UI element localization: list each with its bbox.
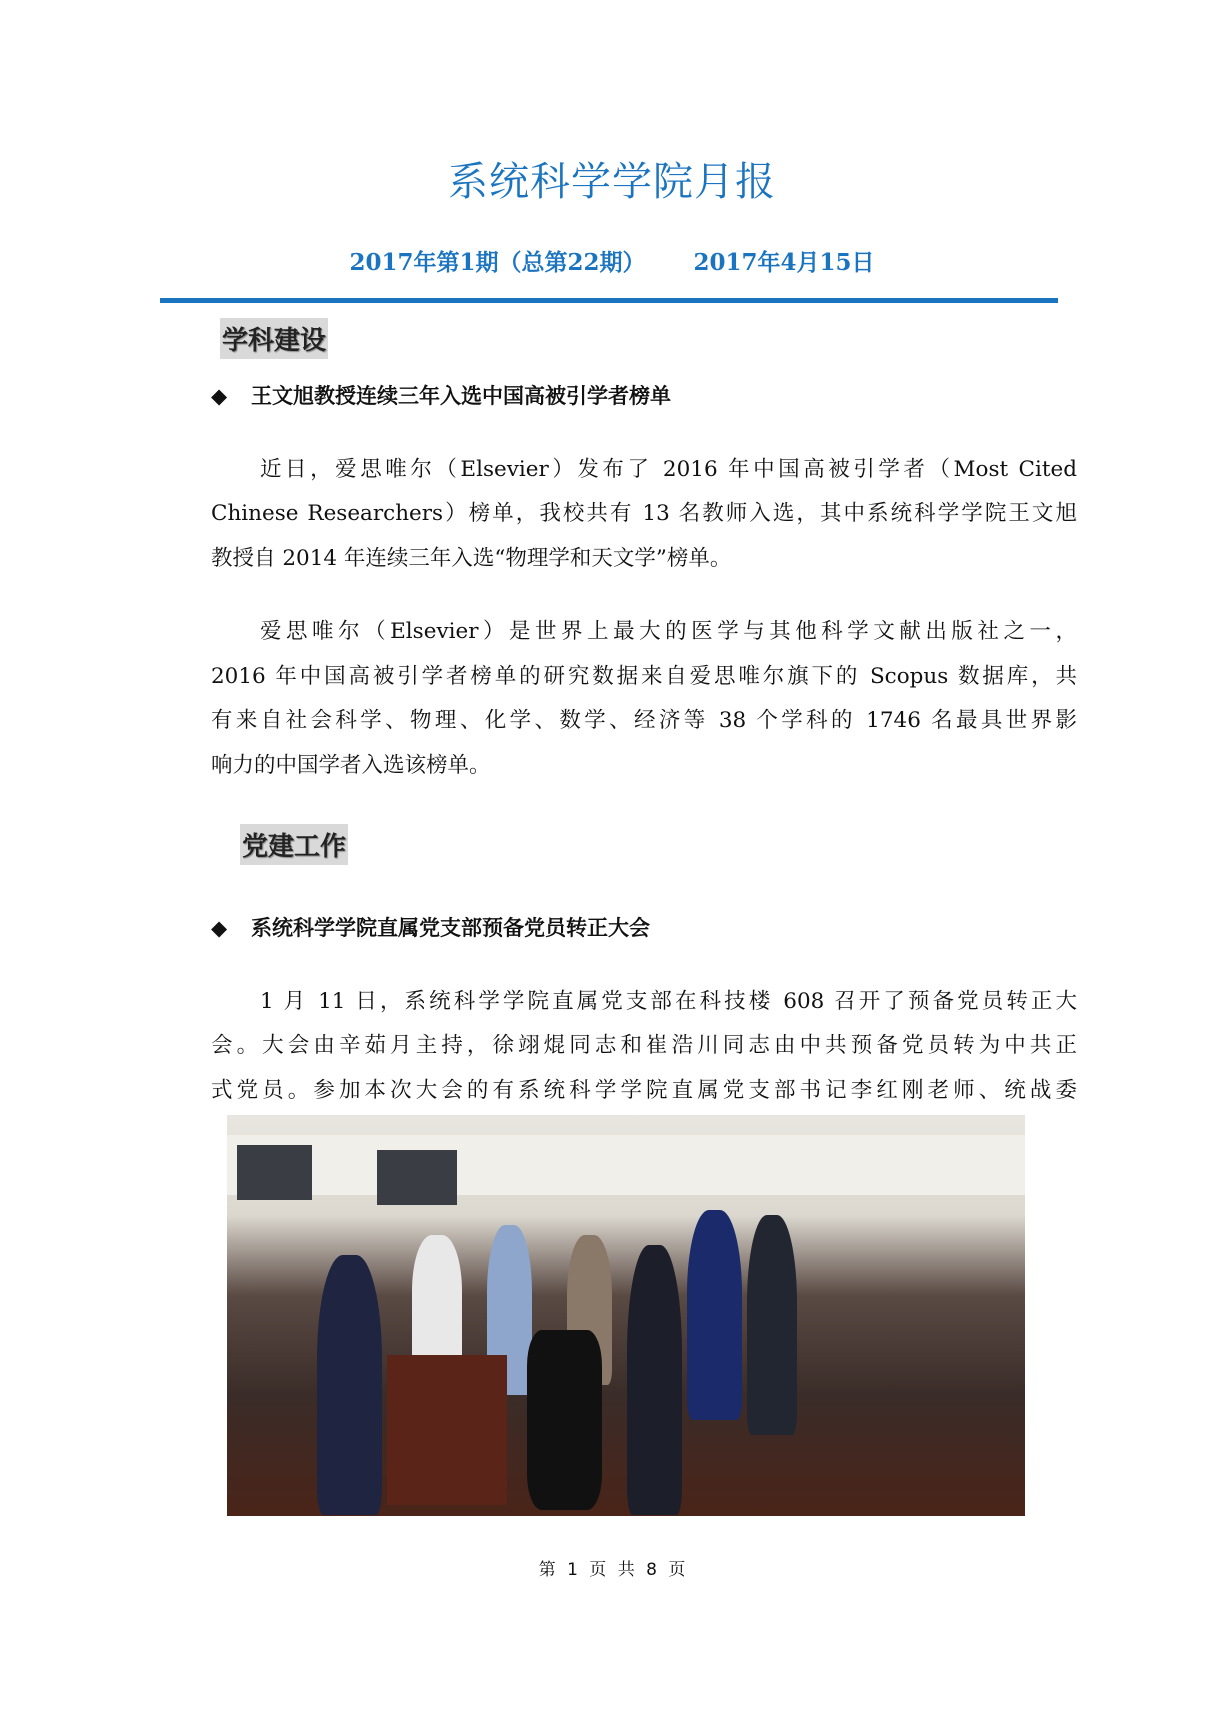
paragraph-line: 1 月 11 日，系统科学学院直属党支部在科技楼 608 召开了预备党员转正大 [260, 989, 1077, 1014]
photo-person [687, 1210, 742, 1420]
photo-window [237, 1145, 312, 1200]
issue-info: 2017年第1期（总第22期） 2017年4月15日 [349, 249, 875, 276]
photo-person [317, 1255, 382, 1515]
photo-window [377, 1150, 457, 1205]
paragraph-line: 式党员。参加本次大会的有系统科学学院直属党支部书记李红刚老师、统战委 [211, 1078, 1077, 1103]
article-title-text: 王文旭教授连续三年入选中国高被引学者榜单 [251, 384, 671, 408]
page-number: 第 1 页 共 8 页 [538, 1560, 686, 1580]
article-title [211, 380, 671, 410]
article-title [211, 912, 650, 942]
paragraph-line: Chinese Researchers）榜单，我校共有 13 名教师入选，其中系统科学学院王文旭 [211, 501, 1077, 526]
article-title-text: 系统科学学院直属党支部预备党员转正大会 [251, 916, 650, 940]
section-heading-party: 党建工作 [240, 824, 348, 865]
section-heading-discipline: 学科建设 [220, 318, 328, 359]
paragraph-line: 响力的中国学者入选该榜单。 [211, 753, 491, 778]
paragraph-line: 教授自 2014 年连续三年入选“物理学和天文学”榜单。 [211, 546, 732, 571]
meeting-photo [227, 1115, 1025, 1516]
paragraph-line: 近日，爱思唯尔（Elsevier）发布了 2016 年中国高被引学者（Most Cited [260, 457, 1077, 482]
photo-person [627, 1245, 682, 1515]
diamond-bullet-icon: ◆ [211, 916, 228, 940]
paragraph-line: 会。大会由辛茹月主持，徐翊焜同志和崔浩川同志由中共预备党员转为中共正 [211, 1033, 1077, 1058]
diamond-bullet-icon: ◆ [211, 384, 228, 408]
paragraph-line: 2016 年中国高被引学者榜单的研究数据来自爱思唯尔旗下的 Scopus 数据库，共 [211, 664, 1077, 689]
photo-person [412, 1235, 462, 1375]
newsletter-title: 系统科学学院月报 [448, 159, 776, 205]
photo-table [387, 1355, 507, 1505]
photo-person [747, 1215, 797, 1435]
paragraph-line: 爱思唯尔（Elsevier）是世界上最大的医学与其他科学文献出版社之一， [260, 619, 1077, 644]
paragraph-line: 有来自社会科学、物理、化学、数学、经济等 38 个学科的 1746 名最具世界影 [211, 708, 1077, 733]
photo-ceiling [227, 1135, 1025, 1195]
header-divider [160, 298, 1058, 303]
photo-chair [527, 1330, 602, 1510]
